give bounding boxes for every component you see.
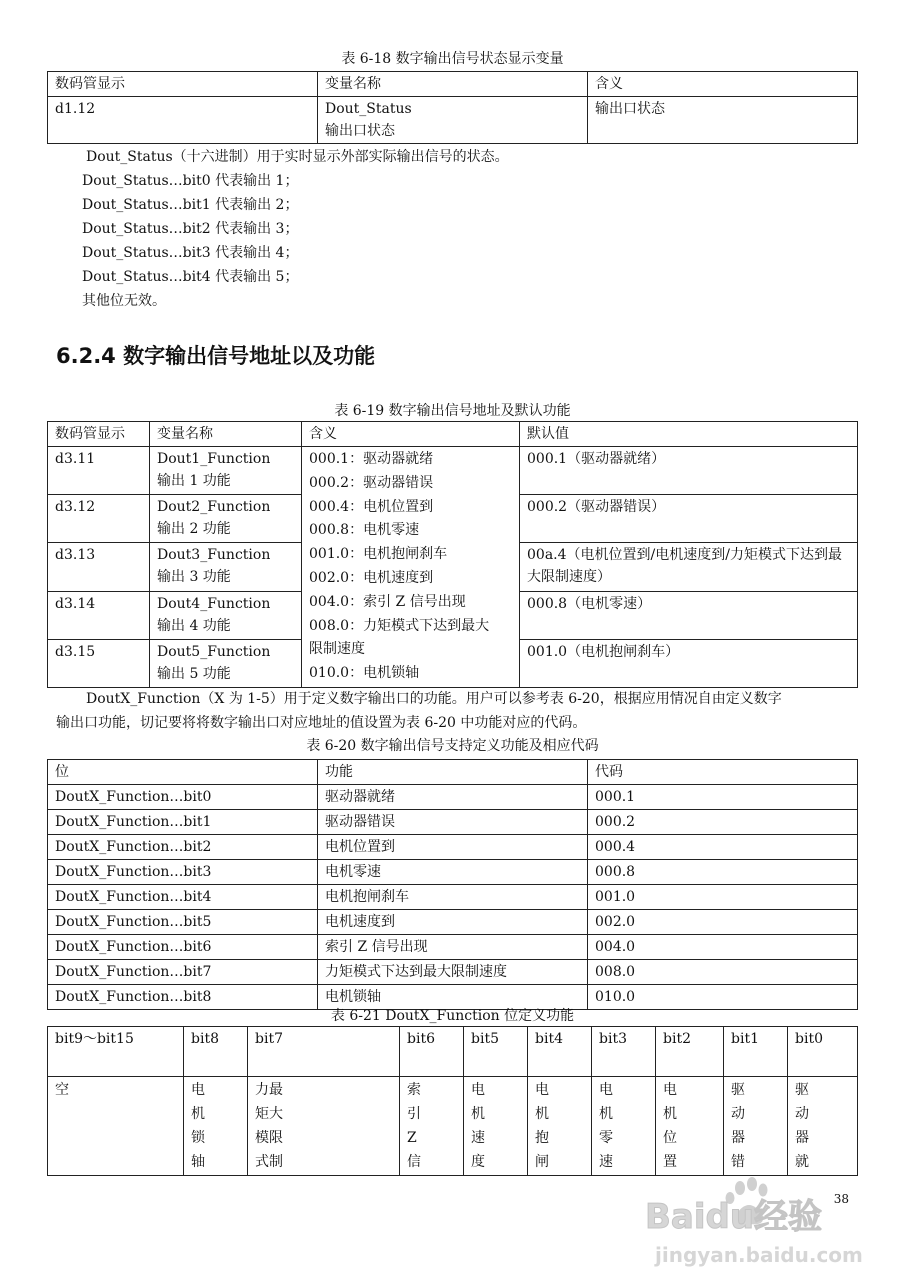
table-6-20-caption: 表 6-20 数字输出信号支持定义功能及相应代码 bbox=[306, 738, 599, 754]
var-cell bbox=[150, 591, 302, 639]
table-header-row bbox=[48, 1027, 858, 1077]
var-cell bbox=[150, 639, 302, 687]
table-row bbox=[48, 810, 858, 835]
cell-char: 机 bbox=[535, 1106, 549, 1122]
bit-header: bit7 bbox=[248, 1027, 400, 1077]
cell-char: 速 bbox=[471, 1130, 485, 1146]
code-cell: 004.0 bbox=[588, 935, 858, 960]
function-cell: 电机抱闸刹车 bbox=[318, 885, 588, 910]
function-cell: 电机位置到 bbox=[318, 835, 588, 860]
bit-header: bit6 bbox=[400, 1027, 464, 1077]
code-cell: 000.4 bbox=[588, 835, 858, 860]
table-6-19-caption: 表 6-19 数字输出信号地址及默认功能 bbox=[334, 403, 571, 419]
cell-char: 锁 bbox=[191, 1130, 205, 1146]
function-cell: 电机锁轴 bbox=[318, 985, 588, 1010]
cell-char: 机 bbox=[599, 1106, 613, 1122]
code-cell: d3.13 bbox=[48, 543, 150, 591]
default-cell: 000.1（驱动器就绪） bbox=[520, 447, 858, 495]
table-6-19 bbox=[47, 421, 858, 688]
cell-char: 机 bbox=[191, 1106, 205, 1122]
var-name: Dout3_Function bbox=[157, 547, 271, 564]
cell-char: 矩大 bbox=[255, 1106, 283, 1122]
cell-char: 驱 bbox=[795, 1082, 809, 1098]
bit-cell bbox=[464, 1077, 528, 1176]
code-cell: d3.12 bbox=[48, 495, 150, 543]
cell-char: 速 bbox=[599, 1154, 613, 1170]
watermark-brand: Baidu经验 bbox=[645, 1197, 823, 1237]
bit-header: bit9～bit15 bbox=[48, 1027, 184, 1077]
baidu-jingyan-watermark bbox=[639, 1166, 875, 1270]
meaning-line: 000.4：电机位置到 bbox=[309, 498, 434, 515]
default-cell: 000.8（电机零速） bbox=[520, 591, 858, 639]
bit-cell: DoutX_Function…bit3 bbox=[48, 860, 318, 885]
status-line: Dout_Status…bit4 代表输出 5； bbox=[82, 269, 299, 285]
table-6-21 bbox=[47, 1026, 858, 1176]
header-cell: 功能 bbox=[318, 760, 588, 785]
bit-cell bbox=[592, 1077, 656, 1176]
cell-char: 驱 bbox=[731, 1082, 745, 1098]
bit-cell bbox=[788, 1077, 858, 1176]
function-cell: 驱动器错误 bbox=[318, 810, 588, 835]
meaning-line: 限制速度 bbox=[309, 641, 365, 658]
var-sub: 输出 1 功能 bbox=[157, 473, 231, 489]
var-cell bbox=[150, 495, 302, 543]
meaning-cell bbox=[302, 447, 520, 688]
cell-char: 错 bbox=[731, 1154, 745, 1170]
var-sub: 输出口状态 bbox=[325, 123, 395, 139]
table-row bbox=[48, 97, 858, 144]
var-cell bbox=[150, 543, 302, 591]
cell-char: 电 bbox=[191, 1082, 205, 1098]
cell-char: 引 bbox=[407, 1106, 421, 1122]
meaning-line: 002.0：电机速度到 bbox=[309, 569, 434, 586]
header-cell: 位 bbox=[48, 760, 318, 785]
table-row bbox=[48, 885, 858, 910]
bit-cell: DoutX_Function…bit2 bbox=[48, 835, 318, 860]
var-name: Dout4_Function bbox=[157, 595, 271, 612]
table-row bbox=[48, 985, 858, 1010]
table-6-18 bbox=[47, 71, 858, 144]
default-cell: 000.2（驱动器错误） bbox=[520, 495, 858, 543]
bit-cell bbox=[48, 1077, 184, 1176]
cell-char: 机 bbox=[663, 1106, 677, 1122]
code-cell: d3.14 bbox=[48, 591, 150, 639]
watermark-url: jingyan.baidu.com bbox=[655, 1243, 863, 1267]
var-sub: 输出 2 功能 bbox=[157, 521, 231, 538]
header-cell: 默认值 bbox=[520, 422, 858, 447]
header-cell: 含义 bbox=[588, 72, 858, 97]
cell-char: 度 bbox=[471, 1154, 485, 1170]
bit-cell: DoutX_Function…bit5 bbox=[48, 910, 318, 935]
cell-char: 动 bbox=[795, 1106, 809, 1122]
var-sub: 输出 5 功能 bbox=[157, 665, 231, 682]
cell-char: 动 bbox=[731, 1106, 745, 1122]
meaning-line: 000.1：驱动器就绪 bbox=[309, 451, 434, 467]
bit-header: bit5 bbox=[464, 1027, 528, 1077]
cell-char: 索 bbox=[407, 1082, 421, 1098]
code-cell: d1.12 bbox=[48, 97, 318, 144]
code-cell: d3.11 bbox=[48, 447, 150, 495]
var-name: Dout_Status bbox=[325, 101, 412, 117]
code-cell: 008.0 bbox=[588, 960, 858, 985]
bit-header: bit8 bbox=[184, 1027, 248, 1077]
table-6-18-caption: 表 6-18 数字输出信号状态显示变量 bbox=[341, 51, 564, 67]
meaning-cell: 输出口状态 bbox=[588, 97, 858, 144]
code-cell: 000.8 bbox=[588, 860, 858, 885]
table-header-row bbox=[48, 760, 858, 785]
bit-cell bbox=[400, 1077, 464, 1176]
status-line: Dout_Status…bit2 代表输出 3； bbox=[82, 221, 299, 237]
status-line: Dout_Status…bit0 代表输出 1； bbox=[82, 173, 299, 189]
bit-header: bit0 bbox=[788, 1027, 858, 1077]
cell-char: 位 bbox=[663, 1130, 677, 1146]
cell-char: 器 bbox=[795, 1130, 809, 1146]
cell-char: 抱 bbox=[535, 1130, 549, 1146]
function-cell: 电机零速 bbox=[318, 860, 588, 885]
var-name: Dout5_Function bbox=[157, 643, 271, 660]
default-cell: 00a.4（电机位置到/电机速度到/力矩模式下达到最大限制速度） bbox=[520, 543, 858, 591]
table-header-row bbox=[48, 72, 858, 97]
cell-char: 器 bbox=[731, 1130, 745, 1146]
cell-char: 电 bbox=[599, 1082, 613, 1098]
meaning-line: 008.0：力矩模式下达到最大 bbox=[309, 617, 490, 634]
bit-cell bbox=[528, 1077, 592, 1176]
meaning-line: 001.0：电机抱闸刹车 bbox=[309, 546, 448, 563]
header-cell: 变量名称 bbox=[318, 72, 588, 97]
function-cell: 力矩模式下达到最大限制速度 bbox=[318, 960, 588, 985]
meaning-line: 000.8：电机零速 bbox=[309, 522, 420, 539]
cell-char: 信 bbox=[407, 1154, 421, 1170]
status-line: Dout_Status…bit3 代表输出 4； bbox=[82, 245, 299, 261]
function-paragraph-line1: DoutX_Function（X 为 1-5）用于定义数字输出口的功能。用户可以参考表 6-20，根据应用情况自由定义数字 bbox=[86, 691, 782, 707]
bit-cell: DoutX_Function…bit7 bbox=[48, 960, 318, 985]
table-6-21-caption: 表 6-21 DoutX_Function 位定义功能 bbox=[330, 1008, 575, 1024]
code-cell: 002.0 bbox=[588, 910, 858, 935]
var-cell bbox=[150, 447, 302, 495]
cell-char: 轴 bbox=[191, 1154, 205, 1170]
table-row bbox=[48, 935, 858, 960]
header-cell: 数码管显示 bbox=[48, 422, 150, 447]
status-line: 其他位无效。 bbox=[82, 293, 166, 309]
function-cell: 电机速度到 bbox=[318, 910, 588, 935]
bit-header: bit1 bbox=[724, 1027, 788, 1077]
cell-char: 式制 bbox=[255, 1154, 283, 1170]
bit-header: bit4 bbox=[528, 1027, 592, 1077]
bit-cell: DoutX_Function…bit6 bbox=[48, 935, 318, 960]
page-number: 38 bbox=[833, 1192, 849, 1206]
status-paragraph: Dout_Status（十六进制）用于实时显示外部实际输出信号的状态。 bbox=[86, 149, 509, 165]
table-row bbox=[48, 960, 858, 985]
header-cell: 数码管显示 bbox=[48, 72, 318, 97]
code-cell: 001.0 bbox=[588, 885, 858, 910]
cell-char: 置 bbox=[663, 1154, 677, 1170]
code-cell: 000.1 bbox=[588, 785, 858, 810]
function-cell: 索引 Z 信号出现 bbox=[318, 935, 588, 960]
cell-char: 模限 bbox=[255, 1130, 283, 1146]
code-cell: 000.2 bbox=[588, 810, 858, 835]
header-cell: 变量名称 bbox=[150, 422, 302, 447]
table-row bbox=[48, 835, 858, 860]
table-row bbox=[48, 910, 858, 935]
cell-char: 就 bbox=[795, 1154, 809, 1170]
var-cell bbox=[318, 97, 588, 144]
table-row bbox=[48, 447, 858, 495]
cell-char: 机 bbox=[471, 1106, 485, 1122]
cell-char: 力最 bbox=[255, 1082, 283, 1098]
meaning-line: 000.2：驱动器错误 bbox=[309, 474, 434, 491]
bit-cell bbox=[724, 1077, 788, 1176]
meaning-line: 004.0：索引 Z 信号出现 bbox=[309, 593, 466, 610]
table-row bbox=[48, 1077, 858, 1176]
var-sub: 输出 4 功能 bbox=[157, 617, 231, 634]
var-sub: 输出 3 功能 bbox=[157, 569, 231, 586]
default-cell: 001.0（电机抱闸刹车） bbox=[520, 639, 858, 687]
header-cell: 含义 bbox=[302, 422, 520, 447]
bit-cell: DoutX_Function…bit1 bbox=[48, 810, 318, 835]
bit-cell: DoutX_Function…bit8 bbox=[48, 985, 318, 1010]
cell-char: 零 bbox=[599, 1130, 613, 1146]
table-row bbox=[48, 860, 858, 885]
var-name: Dout1_Function bbox=[157, 451, 271, 467]
table-6-20 bbox=[47, 759, 858, 1010]
bit-cell bbox=[184, 1077, 248, 1176]
status-line: Dout_Status…bit1 代表输出 2； bbox=[82, 197, 299, 213]
bit-header: bit2 bbox=[656, 1027, 724, 1077]
cell-char: 电 bbox=[471, 1082, 485, 1098]
cell-text: 空 bbox=[55, 1082, 69, 1098]
bit-cell bbox=[248, 1077, 400, 1176]
cell-char: 电 bbox=[663, 1082, 677, 1098]
table-row bbox=[48, 785, 858, 810]
function-cell: 驱动器就绪 bbox=[318, 785, 588, 810]
bit-cell bbox=[656, 1077, 724, 1176]
bit-cell: DoutX_Function…bit0 bbox=[48, 785, 318, 810]
cell-char: 闸 bbox=[535, 1154, 549, 1170]
code-cell: d3.15 bbox=[48, 639, 150, 687]
bit-header: bit3 bbox=[592, 1027, 656, 1077]
header-cell: 代码 bbox=[588, 760, 858, 785]
cell-char: 电 bbox=[535, 1082, 549, 1098]
table-header-row bbox=[48, 422, 858, 447]
var-name: Dout2_Function bbox=[157, 499, 271, 516]
bit-cell: DoutX_Function…bit4 bbox=[48, 885, 318, 910]
function-paragraph-line2: 输出口功能，切记要将将数字输出口对应地址的值设置为表 6-20 中功能对应的代码。 bbox=[56, 715, 587, 731]
meaning-line: 010.0：电机锁轴 bbox=[309, 665, 420, 682]
code-cell: 010.0 bbox=[588, 985, 858, 1010]
section-title: 6.2.4 数字输出信号地址以及功能 bbox=[56, 344, 376, 368]
cell-char: Z bbox=[407, 1130, 417, 1146]
